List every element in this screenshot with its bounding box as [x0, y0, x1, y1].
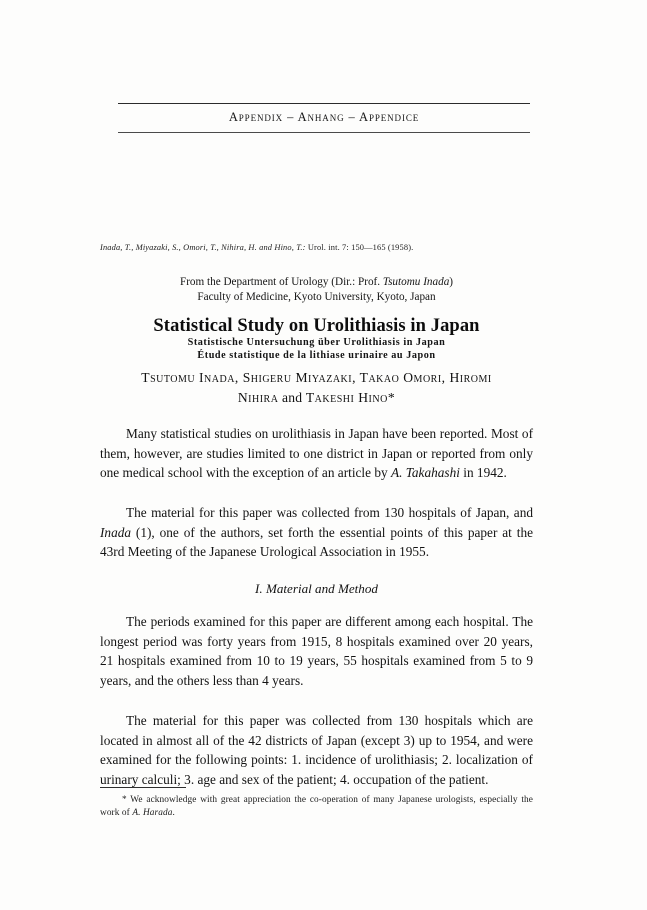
affiliation-director-name: Tsutomu Inada	[382, 276, 450, 288]
affiliation-line-1-prefix: From the Department of Urology (Dir.: Prof.	[179, 276, 383, 288]
author-conjunction: and	[278, 390, 306, 405]
paragraph-2-part-b: (1), one of the authors, set forth the essential points of this paper at the 43rd Meeting of the Japanese Urological Association in 1955.	[100, 524, 533, 560]
affiliation-line-1	[100, 275, 533, 290]
affiliation-line-2: Faculty of Medicine, Kyoto University, Kyoto, Japan	[197, 291, 436, 303]
paragraph-1-part-b: in 1942.	[459, 465, 507, 481]
footnote-separator-rule	[100, 787, 186, 788]
affiliation-block	[100, 275, 533, 305]
paragraph-1	[100, 424, 533, 483]
section-heading-material-and-method: I. Material and Method	[255, 581, 378, 596]
running-head-block	[118, 103, 530, 133]
affiliation-line-1-suffix: )	[449, 276, 454, 288]
citation-source: Urol. int. 7: 150—165 (1958).	[305, 243, 414, 252]
paragraph-2	[100, 503, 533, 562]
paragraph-4: The material for this paper was collected from 130 hospitals which are located in almost all of the 42 districts of Japan (except 3) up to 1954, and were examined for the following points: 1. incidence of urolithiasis; 2. localization of urinary calculi; 3. age and sex of the patient; 4. occupation of the patient.	[100, 713, 533, 787]
author-hino: Takeshi Hino*	[305, 390, 396, 405]
footnote-part-b: .	[172, 808, 175, 819]
subtitle-french: Étude statistique de la lithiase urinaire au Japon	[197, 350, 436, 361]
paragraph-1-part-a: Many statistical studies on urolithiasis in Japan have been reported. Most of them, however, are studies limited to one district in Japan or reported from only one medical school with the exception of an article by	[100, 426, 533, 481]
paragraph-2-part-a: The material for this paper was collected from 130 hospitals of Japan, and	[126, 505, 533, 520]
page-title: Statistical Study on Urolithiasis in Japan	[153, 316, 480, 336]
citation-authors: Inada, T., Miyazaki, S., Omori, T., Nihira, H. and Hino, T.:	[100, 243, 306, 252]
paragraph-1-cited-author: A. Takahashi	[390, 465, 460, 481]
author-line-1: Tsutomu Inada, Shigeru Miyazaki, Takao Omori, Hiromi	[141, 370, 492, 385]
subtitle-german: Statistische Untersuchung über Urolithiasis in Japan	[187, 337, 446, 348]
footnote-part-a: * We acknowledge with great appreciation the co-operation of many Japanese urologists, especially the work of	[100, 795, 533, 819]
paragraph-3: The periods examined for this paper are different among each hospital. The longest period was forty years from 1915, 8 hospitals examined over 20 years, 21 hospitals examined from 10 to 19 years, 55 hospitals examined from 5 to 9 years, and the others less than 4 years.	[100, 614, 533, 688]
running-head-text: Appendix – Anhang – Appendice	[228, 110, 420, 124]
citation-line	[100, 243, 533, 252]
footnote-text	[100, 794, 533, 821]
author-nihira: Nihira	[237, 390, 279, 405]
author-line-2	[86, 390, 547, 406]
paragraph-2-cited-author: Inada	[100, 524, 132, 540]
running-head-rule-bottom	[118, 132, 530, 133]
footnote-acknowledged-person: A. Harada	[132, 808, 173, 819]
